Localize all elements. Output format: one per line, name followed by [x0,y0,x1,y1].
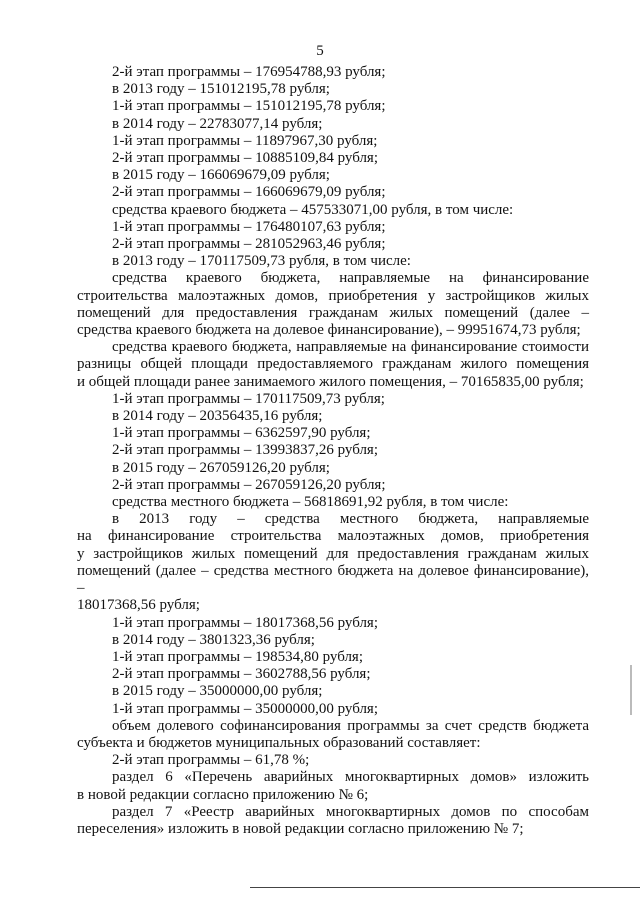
text-line: средства краевого бюджета – 457533071,00 рубля, в том числе: [112,201,514,218]
text-line: 1-й этап программы – 11897967,30 рубля; [112,132,378,149]
text-line: в 2014 году – 22783077,14 рубля; [112,115,323,132]
text-line: 1-й этап программы – 198534,80 рубля; [112,648,364,665]
text-line: 18017368,56 рубля; [77,597,200,614]
text-line: 2-й этап программы – 166069679,09 рубля; [112,184,386,201]
text-line: 2-й этап программы – 267059126,20 рубля; [112,476,386,493]
text-line: 1-й этап программы – 6362597,90 рубля; [112,425,371,442]
text-line: 1-й этап программы – 35000000,00 рубля; [112,700,379,717]
page-number: 5 [316,43,324,59]
scan-edge-mark [630,665,632,715]
document-body [77,64,589,838]
text-line: 2-й этап программы – 281052963,46 рубля; [112,236,386,253]
text-line: раздел 7 «Реестр аварийных многоквартирных домов по способам [112,803,589,820]
footer-rule [250,887,640,888]
text-line: 2-й этап программы – 176954788,93 рубля; [112,64,386,80]
text-line: в 2014 году – 20356435,16 рубля; [112,408,323,425]
text-line: 2-й этап программы – 13993837,26 рубля; [112,442,379,459]
text-line: 1-й этап программы – 18017368,56 рубля; [112,614,379,631]
text-line: помещений для предоставления гражданам жилых помещений (далее – [77,304,589,321]
text-line: в 2015 году – 35000000,00 рубля; [112,683,323,700]
text-line: средства краевого бюджета на долевое финансирование), – 99951674,73 рубля; [77,322,581,339]
text-line: строительства малоэтажных домов, приобретения у застройщиков жилых [77,287,589,304]
text-line: 1-й этап программы – 170117509,73 рубля; [112,390,385,407]
text-line: средства краевого бюджета, направляемые на финансирование [112,270,589,287]
text-line: 1-й этап программы – 151012195,78 рубля; [112,98,386,115]
text-line: 2-й этап программы – 10885109,84 рубля; [112,150,379,167]
text-line: объем долевого софинансирования программы за счет средств бюджета [112,717,589,734]
text-line: 1-й этап программы – 176480107,63 рубля; [112,218,386,235]
text-line: 2-й этап программы – 3602788,56 рубля; [112,666,371,683]
text-line: в 2013 году – 170117509,73 рубля, в том числе: [112,253,411,270]
text-line: в 2015 году – 267059126,20 рубля; [112,459,330,476]
text-line: средства краевого бюджета, направляемые на финансирование стоимости [112,339,589,356]
text-line: в 2014 году – 3801323,36 рубля; [112,631,315,648]
text-line: на финансирование строительства малоэтажных домов, приобретения [77,528,589,545]
text-line: 2-й этап программы – 61,78 %; [112,752,310,769]
text-line: в 2013 году – средства местного бюджета, направляемые [112,511,589,528]
text-line: у застройщиков жилых помещений для предоставления гражданам жилых [77,545,589,562]
text-line: в 2015 году – 166069679,09 рубля; [112,167,330,184]
text-line: в 2013 году – 151012195,78 рубля; [112,81,330,98]
text-line: в новой редакции согласно приложению № 6; [77,786,369,803]
text-line: субъекта и бюджетов муниципальных образований составляет: [77,734,481,751]
text-line: разницы общей площади предоставляемого гражданам жилого помещения [77,356,589,373]
text-line: раздел 6 «Перечень аварийных многоквартирных домов» изложить [112,769,589,786]
text-line: переселения» изложить в новой редакции согласно приложению № 7; [77,820,524,837]
text-line: средства местного бюджета – 56818691,92 рубля, в том числе: [112,494,509,511]
text-line: помещений (далее – средства местного бюджета на долевое финансирование), – [77,562,589,597]
text-line: и общей площади ранее занимаемого жилого помещения, – 70165835,00 рубля; [77,373,584,390]
